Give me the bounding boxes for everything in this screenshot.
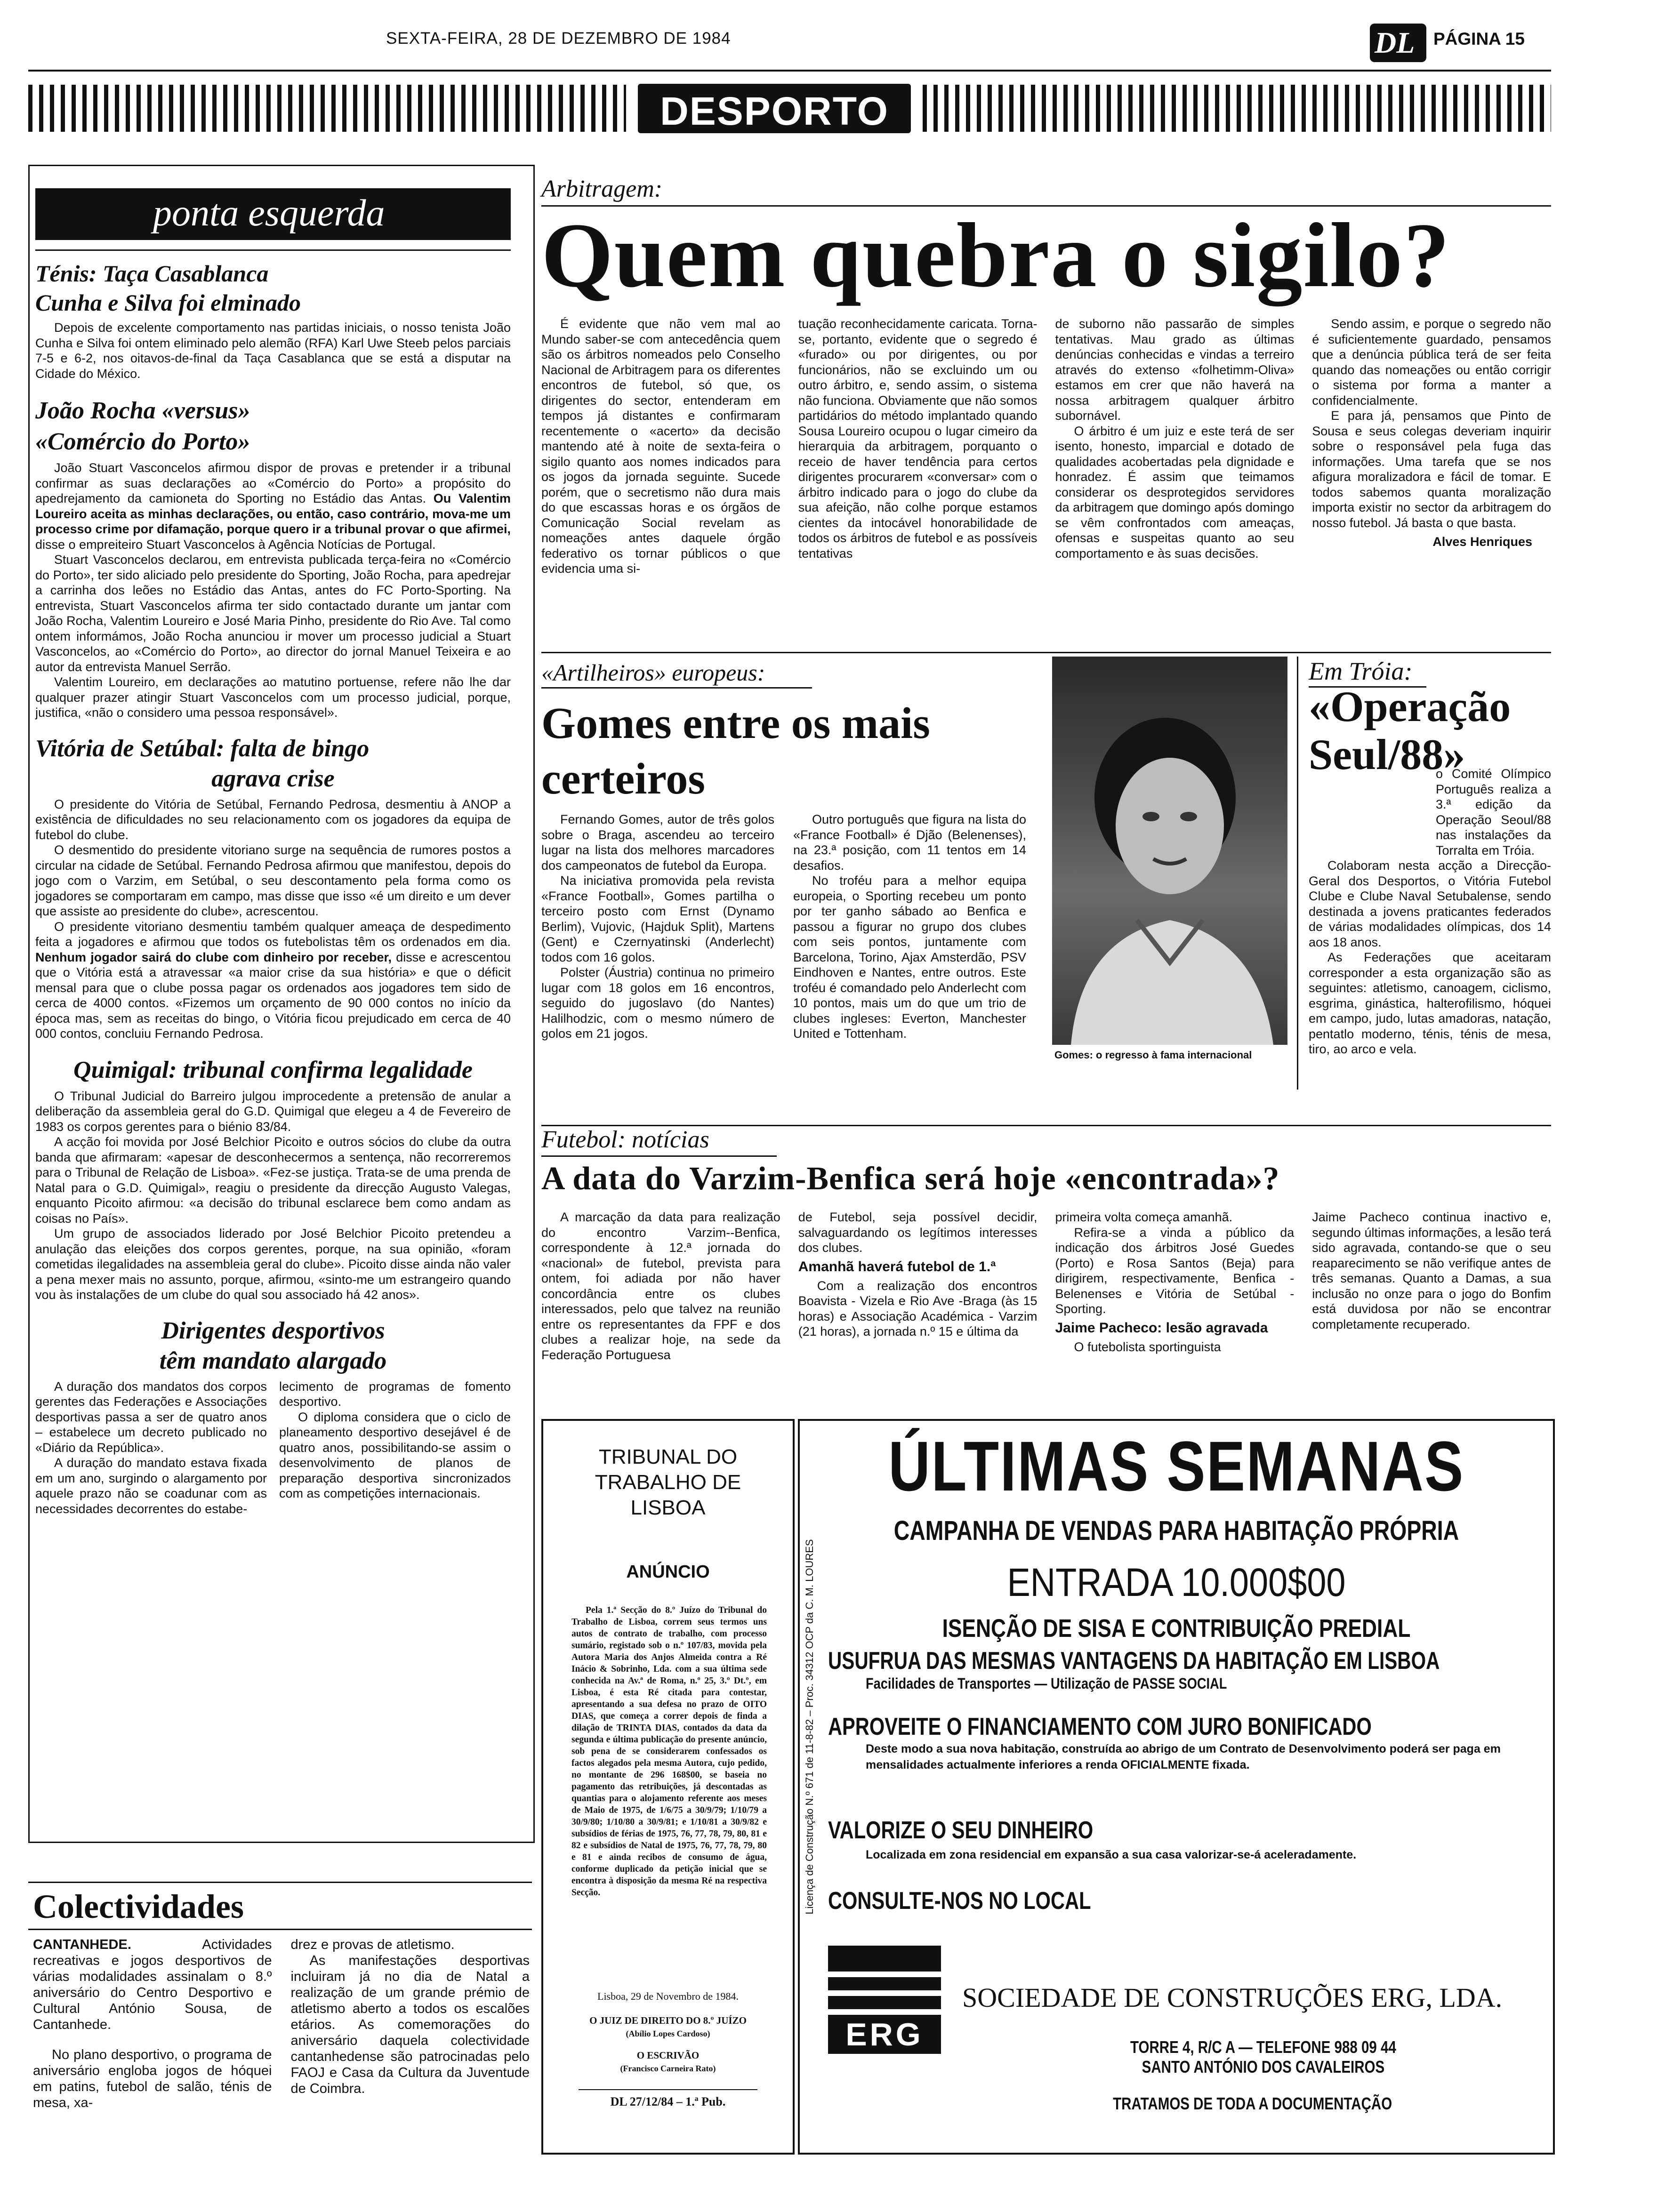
ad-reference: DL 27/12/84 – 1.ª Pub. bbox=[610, 2095, 726, 2108]
ad-benefit: USUFRUA DAS MESMAS VANTAGENS DA HABITAÇÃO EM LISBOA Facilidades de Transportes — Utilização de PASSE SOCIAL bbox=[828, 1647, 1440, 1692]
paragraph: O futebolista sportinguista bbox=[1074, 1339, 1221, 1354]
colectividades-underline bbox=[28, 1929, 532, 1930]
paragraph: o Comité Olímpico Português realiza a 3.ª edição da Operação Seoul/88 nas instalações da Torralta em Tróia. bbox=[1436, 767, 1551, 858]
paragraph: Outro português que figura na lista do «France Football» é Djão (Belenenses), na 23.ª posição, com 11 tentos em 14 desafios. bbox=[793, 812, 1026, 873]
subheading: Amanhã haverá futebol de 1.ª bbox=[798, 1258, 996, 1274]
paragraph: drez e provas de atletismo. bbox=[290, 1937, 455, 1952]
company-name: SOCIEDADE DE CONSTRUÇÕES ERG, LDA. bbox=[962, 1982, 1503, 2013]
paragraph: Colaboram nesta acção a Direcção-Geral dos Desportos, o Vitória Futebol Clube e Clube Naval Setubalense, sendo destinada a jovens praticantes federados de várias modalidades olímpicas, dos 14 aos 18 anos. bbox=[1309, 858, 1551, 949]
paragraph: E para já, pensamos que Pinto de Sousa e seus colegas deveriam inquirir sobre o responsável pela fuga das informações. Uma tarefa que se nos afigura moralizadora e fácil de tomar. E todos sabemos quanta moralização importa existir no sector da arbitragem do nosso futebol. Já basta o que basta. bbox=[1312, 409, 1551, 530]
ad-subtitle: ANÚNCIO bbox=[626, 1562, 710, 1582]
ad-side-note: Licença de Construção N.º 671 de 11-8-82 – Proc. 34312 OCP da C. M. LOURES bbox=[804, 1539, 815, 1915]
article-title: têm mandato alargado bbox=[159, 1347, 387, 1374]
paragraph: CANTANHEDE. Actividades recreativas e jogos desportivos de várias modalidades assinalam o 8.º aniversário do Centro Desportivo e Cultural António Sousa, de Cantanhede. bbox=[33, 1937, 272, 2032]
ad-benefit: APROVEITE O FINANCIAMENTO COM JURO BONIFICADO Deste modo a sua nova habitação, construída ao abrigo de um Contrato de Desenvolvimento poderá ser paga em mensalidades actualmente inferiores a renda OFICIALMENTE fixada. bbox=[828, 1713, 1501, 1771]
paragraph: No plano desportivo, o programa de aniversário engloba jogos de hóquei em patins, futebol de salão, ténis de mesa, xa- bbox=[33, 2047, 272, 2110]
gomes-photo bbox=[1052, 657, 1287, 1045]
ad-body: Pela 1.ª Secção do 8.º Juízo do Tribunal do Trabalho de Lisboa, correm seus termos uns autos de contrato de trabalho, com processo sumário, registado sob o n.º 107/83, movida pela Autora Maria dos Anjos Almeida contra a Ré Inácio & Sobrinho, Lda. com a sua última sede conhecida na Av.ª de Roma, n.º 25, 3.º Dt.º, em Lisboa, é esta Ré citada para contestar, apresentando a sua defesa no prazo de OITO DIAS, que começa a correr depois de finda a dilação de TRINTA DIAS, contados da data da segunda e última publicação do presente anúncio, sob pena de se considerarem confessados os factos alegados pela mesma Autora, cujo pedido, no montante de 296 168$00, se baseia no pagamento das retribuições, já descontadas as quantias para o alojamento referente aos meses de Maio de 1975, de 1/6/75 a 30/9/79; 1/10/79 a 30/9/80; 1/10/80 a 30/9/81; e 1/10/81 a 30/9/82 e subsídios de férias de 1975, 76, 77, 78, 79, 80, 81 e 82 e subsídios de Natal de 1975, 76, 77, 78, 79, 80 e 81 e ainda recibos de consumo de água, conforme duplicado da petição inicial que se encontra à disposição da mesma Ré na respectiva Secção. bbox=[571, 1605, 767, 1898]
subheading: Jaime Pacheco: lesão agravada bbox=[1055, 1320, 1268, 1336]
article-title: Ténis: Taça Casablanca bbox=[35, 260, 269, 287]
gomes-columns bbox=[541, 812, 1026, 1042]
paragraph: O Tribunal Judicial do Barreiro julgou improcedente a pretensão de anular a deliberação da assembleia geral do G.D. Quimigal que elegeu a 4 de Fevereiro de 1983 os corpos gerentes para o biénio 83/84. bbox=[35, 1089, 511, 1134]
paragraph: João Stuart Vasconcelos afirmou dispor de provas e pretender ir a tribunal confirmar as suas declarações ao «Comércio do Porto» a propósito do apedrejamento da camioneta do Sporting no Estádio das Antas. Ou Valentim Loureiro aceita as minhas declarações, ou então, caso contrário, mova-me um processo crime por difamação, porque quero ir a tribunal provar o que afirmei, disse o empreiteiro Stuart Vasconcelos à Agência Notícias de Portugal. bbox=[35, 461, 511, 552]
kicker-rule bbox=[541, 1155, 777, 1157]
paragraph: O árbitro é um juiz e este terá de ser isento, honesto, imparcial e dotado de qualidades acobertadas pela dignidade e honradez. É assim que teimamos considerar os desprotegidos servidores da arbitragem que domingo após domingo se vêm confrontados com ameaças, ofensas e suspeitas quanto ao seu comportamento e às suas decisões. bbox=[1055, 424, 1295, 561]
photo-caption: Gomes: o regresso à fama internacional bbox=[1054, 1049, 1252, 1061]
column-divider bbox=[1297, 657, 1298, 1090]
section-rule bbox=[541, 652, 1551, 653]
section-banner-left bbox=[28, 85, 626, 132]
colectividades-title: Colectividades bbox=[33, 1888, 244, 1925]
ad-benefit: CONSULTE-NOS NO LOCAL bbox=[828, 1887, 1091, 1915]
paragraph: Sendo assim, e porque o segredo não é suficientemente guardado, pensamos que a denúncia pública terá de ser feita quando das nomeações ou então corrigir o sistema por forma a manter a confidencialmente. bbox=[1312, 317, 1551, 408]
ad-title: TRIBUNAL DO TRABALHO DE LISBOA bbox=[595, 1445, 741, 1519]
tribunal-ad bbox=[541, 1419, 795, 2155]
article-title: João Rocha «versus» bbox=[35, 397, 250, 424]
ad-isencao: ISENÇÃO DE SISA E CONTRIBUIÇÃO PREDIAL bbox=[942, 1614, 1411, 1643]
ad-headline: ÚLTIMAS SEMANAS bbox=[888, 1427, 1464, 1506]
paragraph: A acção foi movida por José Belchior Picoito e outros sócios do clube da outra banda que afirmaram: «apesar de desconhecermos a sentença, não recorreremos para o Tribunal de Relação de Lisboa». «Fez-se justiça. Trata-se de uma prenda de Natal para o G.D. Quimigal», reagiu o presidente da direcção Augusto Valegas, enquanto Picoito afirmou: «a decisão do tribunal esclarece bem como andam as coisas no País». bbox=[35, 1135, 511, 1226]
article-title: agrava crise bbox=[211, 765, 335, 792]
paragraph: O presidente do Vitória de Setúbal, Fernando Pedrosa, desmentiu à ANOP a existência de dificuldades no seu relacionamento com os jogadores da equipa de futebol do clube. bbox=[35, 797, 511, 842]
paragraph: Valentim Loureiro, em declarações ao matutino portuense, refere não lhe dar qualquer prazer atingir Stuart Vasconcelos com um processo judicial, porque, justifica, «não o considero uma pessoa responsável». bbox=[35, 675, 511, 720]
article-tenis bbox=[35, 259, 511, 1516]
paragraph: de Futebol, seja possível decidir, salvaguardando os legítimos interesses dos clubes. bbox=[798, 1210, 1038, 1255]
paragraph: primeira volta começa amanhã. bbox=[1055, 1210, 1233, 1224]
paragraph: Polster (Áustria) continua no primeiro lugar com 18 golos em 16 encontros, seguido do jugoslavo (do Nantes) Halilhodzic, com o mesmo número de golos em 21 jogos. bbox=[541, 965, 774, 1041]
paragraph: A marcação da data para realização do encontro Varzim--Benfica, correspondente à 12.ª jornada do «nacional» de futebol, prevista para ontem, foi adiada por não haver concordância entre os clubes interessados, pelo que talvez na reunião entre os representantes da FPF e dos clubes a realizar hoje, na sede da Federação Portuguesa bbox=[541, 1210, 780, 1362]
gomes-kicker: «Artilheiros» europeus: bbox=[541, 659, 765, 686]
article-title: Dirigentes desportivos bbox=[161, 1317, 385, 1344]
paragraph: Jaime Pacheco continua inactivo e, segundo últimas informações, a lesão terá sido agravada, contando-se que o seu reaparecimento se não verifique antes de três semanas. Quanto a Damas, a sua inclusão no onze para o jogo do Bonfim está duvidosa por não se encontrar completamente recuperado. bbox=[1312, 1210, 1551, 1331]
troia-body bbox=[1309, 766, 1551, 1057]
article-title: Quimigal: tribunal confirma legalidade bbox=[73, 1056, 473, 1083]
troia-headline: «Operação Seul/88» bbox=[1309, 682, 1511, 778]
futebol-kicker: Futebol: notícias bbox=[541, 1126, 709, 1153]
paragraph: Refira-se a vinda a público da indicação dos árbitros José Guedes (Porto) e Rosa Santos (Beja) para dirigirem, respectivamente, Benfica - Belenenses e Vitória de Setúbal - Sporting. bbox=[1055, 1225, 1295, 1316]
ad-footer: TRATAMOS DE TODA A DOCUMENTAÇÃO bbox=[1113, 2094, 1392, 2113]
colectividades-rule bbox=[28, 1882, 532, 1883]
erg-ad bbox=[798, 1419, 1555, 2155]
article-title: Vitória de Setúbal: falta de bingo bbox=[35, 735, 370, 762]
paragraph: de suborno não passarão de simples tentativas. Mau grado as últimas denúncias conhecidas e vindas a terreiro através do extenso «folhetimm-Oliva» estamos em crer que não haverá na nossa arbitragem qualquer árbitro subornável. bbox=[1055, 317, 1295, 423]
ad-divider bbox=[579, 2089, 757, 2090]
paragraph: Stuart Vasconcelos declarou, em entrevista publicada terça-feira no «Comércio do Porto», ter sido aliciado pelo presidente do Sporting, João Rocha, para apedrejar a carrinha dos leões no Estádio das Antas, antes do FC Porto-Sporting. Na entrevista, Stuart Vasconcelos afirma ter sido contactado durante um jantar com João Rocha, Valentim Loureiro e José Maria Pinho, presidente do Rio Ave. Tal como ontem informámos, João Rocha anunciou ir mover um processo judicial a Stuart Vasconcelos, ao «Comércio do Porto», ao director do jornal Manuel Teixeira e ao autor da entrevista Manuel Serrão. bbox=[35, 553, 511, 674]
article-title: «Comércio do Porto» bbox=[35, 428, 250, 455]
troia-kicker: Em Tróia: bbox=[1309, 657, 1413, 685]
paragraph: O diploma considera que o ciclo de planeamento desportivo desejável é de quatro anos, possibilitando-se assim o desenvolvimento de planos de preparação desportiva sincronizados com as competições internacionais. bbox=[279, 1410, 511, 1500]
paragraph: Na iniciativa promovida pela revista «France Football», Gomes partilha o terceiro posto com Ernst (Dynamo Berlim), Vujovic, (Hajduk Split), Martens (Gent) e Czernyatinski (Anderlecht) todos com 16 golos. bbox=[541, 874, 774, 964]
paragraph: O desmentido do presidente vitoriano surge na sequência de rumores postos a circular na cidade de Setúbal. Fernando Pedrosa afirmou que manifestou, depois do jogo com o Varzim, em Setúbal, o seu descontamento pela forma como os jogadores se comportaram em campo, mas disse que isso «é um direito e um dever que assiste ao presidente do clube», acrescentou. bbox=[35, 843, 511, 918]
paragraph: tuação reconhecidamente caricata. Torna-se, portanto, evidente que o segredo é «furado» ou por dirigentes, ou por funcionários, não se excluindo um ou outro árbitro, e, sendo assim, o sistema não funciona. Obviamente que não somos partidários do método implantado quando Sousa Loureiro ocupou o lugar cimeiro da hierarquia da arbitragem, porquanto o receio de haver tendência para certos dirigentes procurarem «conversar» com o árbitro indicado para o jogo do clube da sua afeição, não colhe porque estamos cientes da intocável honorabilidade de todos os árbitros de futebol e as possíveis tentativas bbox=[798, 317, 1038, 561]
paragraph: Fernando Gomes, autor de três golos sobre o Braga, ascendeu ao terceiro lugar na lista dos melhores marcadores dos campeonatos de futebol da Europa. bbox=[541, 812, 774, 873]
paragraph: O presidente vitoriano desmentiu também qualquer ameaça de despedimento feita a jogadores e afirmou que todos os futebolistas têm os ordenados em dia. Nenhum jogador sairá do clube com dinheiro por receber, disse e acrescentou que o Vitória está a atravessar «a maior crise da sua história» e que o déficit mensal para que o clube possa pagar os ordenados aos jogadores tem sido de cerca de 4000 contos. «Fizemos um orçamento de 90 000 contos no início da época mas, sem as receitas do bingo, o Vitória ficou prejudicado em cerca de 40 000 contos, concluiu Fernando Pedrosa. bbox=[35, 919, 511, 1041]
header-date: SEXTA-FEIRA, 28 DE DEZEMBRO DE 1984 bbox=[386, 29, 731, 48]
main-kicker: Arbitragem: bbox=[541, 176, 663, 202]
paragraph: A duração do mandato estava fixada em um ano, surgindo o alargamento por aquele prazo não se coadunar com as necessidades decorrentes do estabe- bbox=[35, 1456, 267, 1516]
kicker-rule bbox=[541, 687, 812, 689]
futebol-columns bbox=[541, 1210, 1551, 1362]
paragraph: Depois de excelente comportamento nas partidas iniciais, o nosso tenista João Cunha e Silva foi ontem eliminado pelo alemão (RFA) Karl Uwe Steeb pelos parciais 7-5 e 6-2, nos oitavos-de-final da Taça Casablanca que se está a disputar na Cidade do México. bbox=[35, 321, 511, 381]
newspaper-logo: DL bbox=[1370, 24, 1426, 62]
ad-entrada: ENTRADA 10.000$00 bbox=[1007, 1560, 1346, 1604]
player-portrait-icon bbox=[1052, 657, 1287, 1045]
paragraph: As Federações que aceitaram corresponder a esta organização são as seguintes: atletismo, canoagem, ciclismo, esgrima, ginástica, halterofilismo, hóquei em campo, judo, lutas amadoras, natação, pentatlo moderno, ténis, ténis de mesa, tiro, ao arco e vela. bbox=[1309, 950, 1551, 1056]
main-columns bbox=[541, 316, 1551, 577]
page-number: PÁGINA 15 bbox=[1433, 29, 1525, 48]
erg-logo: ERG bbox=[828, 1946, 941, 2054]
ad-benefit: VALORIZE O SEU DINHEIRO Localizada em zona residencial em expansão a sua casa valorizar-se-á aceleradamente. bbox=[828, 1817, 1357, 1861]
column-title: ponta esquerda bbox=[153, 192, 385, 234]
section-title: DESPORTO bbox=[660, 89, 889, 133]
section-banner-right bbox=[923, 85, 1551, 132]
paragraph: As manifestações desportivas incluiram já no dia de Natal a realização de um grande prémio de atletismo aberto a todos os escalões etários. As comemorações do aniversário daquela colectividade cantanhedense são patrocinadas pelo FAOJ e Casa da Cultura da Juventude de Coimbra. bbox=[290, 1953, 530, 2096]
banner-underline bbox=[35, 249, 511, 251]
paragraph: No troféu para a melhor equipa europeia, o Sporting recebeu um ponto por ter ganho sábado ao Benfica e passou a figurar no grupo dos clubes com seis pontos, juntamente com Barcelona, Torino, Ajax Amsterdão, PSV Eindhoven e Nantes, entre outros. Este troféu é comandado pelo Anderlecht com 10 pontos, mais um do que um trio de clubes ingleses: Everton, Manchester United e Tottenham. bbox=[793, 874, 1026, 1041]
section-banner bbox=[638, 84, 911, 133]
paragraph: Um grupo de associados liderado por José Belchior Picoito pretendeu a anulação das eleições dos corpos gerentes, porque, na sua opinião, «foram cometidas ilegalidades na assembleia geral do clube». Picoito disse ainda não valer a pena mexer mais no assunto, porque, afirmou, «sinto-me um estrangeiro quando vou às instalações de um clube do qual sou associado há 42 anos». bbox=[35, 1226, 511, 1302]
byline: Alves Henriques bbox=[1432, 535, 1532, 549]
gomes-headline: Gomes entre os mais certeiros bbox=[541, 699, 930, 803]
colectividades-columns bbox=[33, 1937, 530, 2111]
article-subtitle: Cunha e Silva foi elminado bbox=[35, 289, 301, 316]
ad-subhead: CAMPANHA DE VENDAS PARA HABITAÇÃO PRÓPRIA bbox=[893, 1515, 1459, 1546]
main-headline: Quem quebra o sigilo? bbox=[541, 204, 1451, 306]
ad-date: Lisboa, 29 de Novembro de 1984. bbox=[597, 1990, 739, 2002]
paragraph: A duração dos mandatos dos corpos gerentes das Federações e Associações desportivas passa a ser de quatro anos – estabelece um decreto publicado no «Diário da República». bbox=[35, 1379, 267, 1455]
futebol-headline: A data do Varzim-Benfica será hoje «encontrada»? bbox=[541, 1161, 1280, 1197]
paragraph: Com a realização dos encontros Boavista - Vizela e Rio Ave -Braga (às 15 horas) e Associação Académica - Varzim (21 horas), a jornada n.º 15 e última da bbox=[798, 1278, 1038, 1338]
paragraph: lecimento de programas de fomento desportivo. bbox=[279, 1379, 511, 1409]
column-banner bbox=[35, 188, 511, 240]
ad-signature: O JUIZ DE DIREITO DO 8.º JUÍZO (Abílio Lopes Cardoso) O ESCRIVÃO (Francisco Carneira Rato) bbox=[589, 2015, 747, 2073]
paragraph: É evidente que não vem mal ao Mundo saber-se com antecedência quem são os árbitros nomeados pelo Conselho Nacional de Arbitragem para os diferentes encontros de futebol, só que, os dirigentes do sector, entenderam em tempos já distantes e confirmaram recentemente o «acerto» da decisão mantendo até à noite de sexta-feira o sigilo quanto aos nomes indicados para os jogos da jornada seguinte. Sucede porém, que o secretismo não dura mais do que escassas horas e os órgãos de Comunicação Social revelam as nomeações antes daquele órgão federativo os tornar públicos o que evidencia uma si- bbox=[541, 317, 780, 576]
header-rule bbox=[28, 70, 1551, 72]
company-address: TORRE 4, R/C A — TELEFONE 988 09 44 SANTO ANTÓNIO DOS CAVALEIROS bbox=[1130, 2037, 1396, 2076]
